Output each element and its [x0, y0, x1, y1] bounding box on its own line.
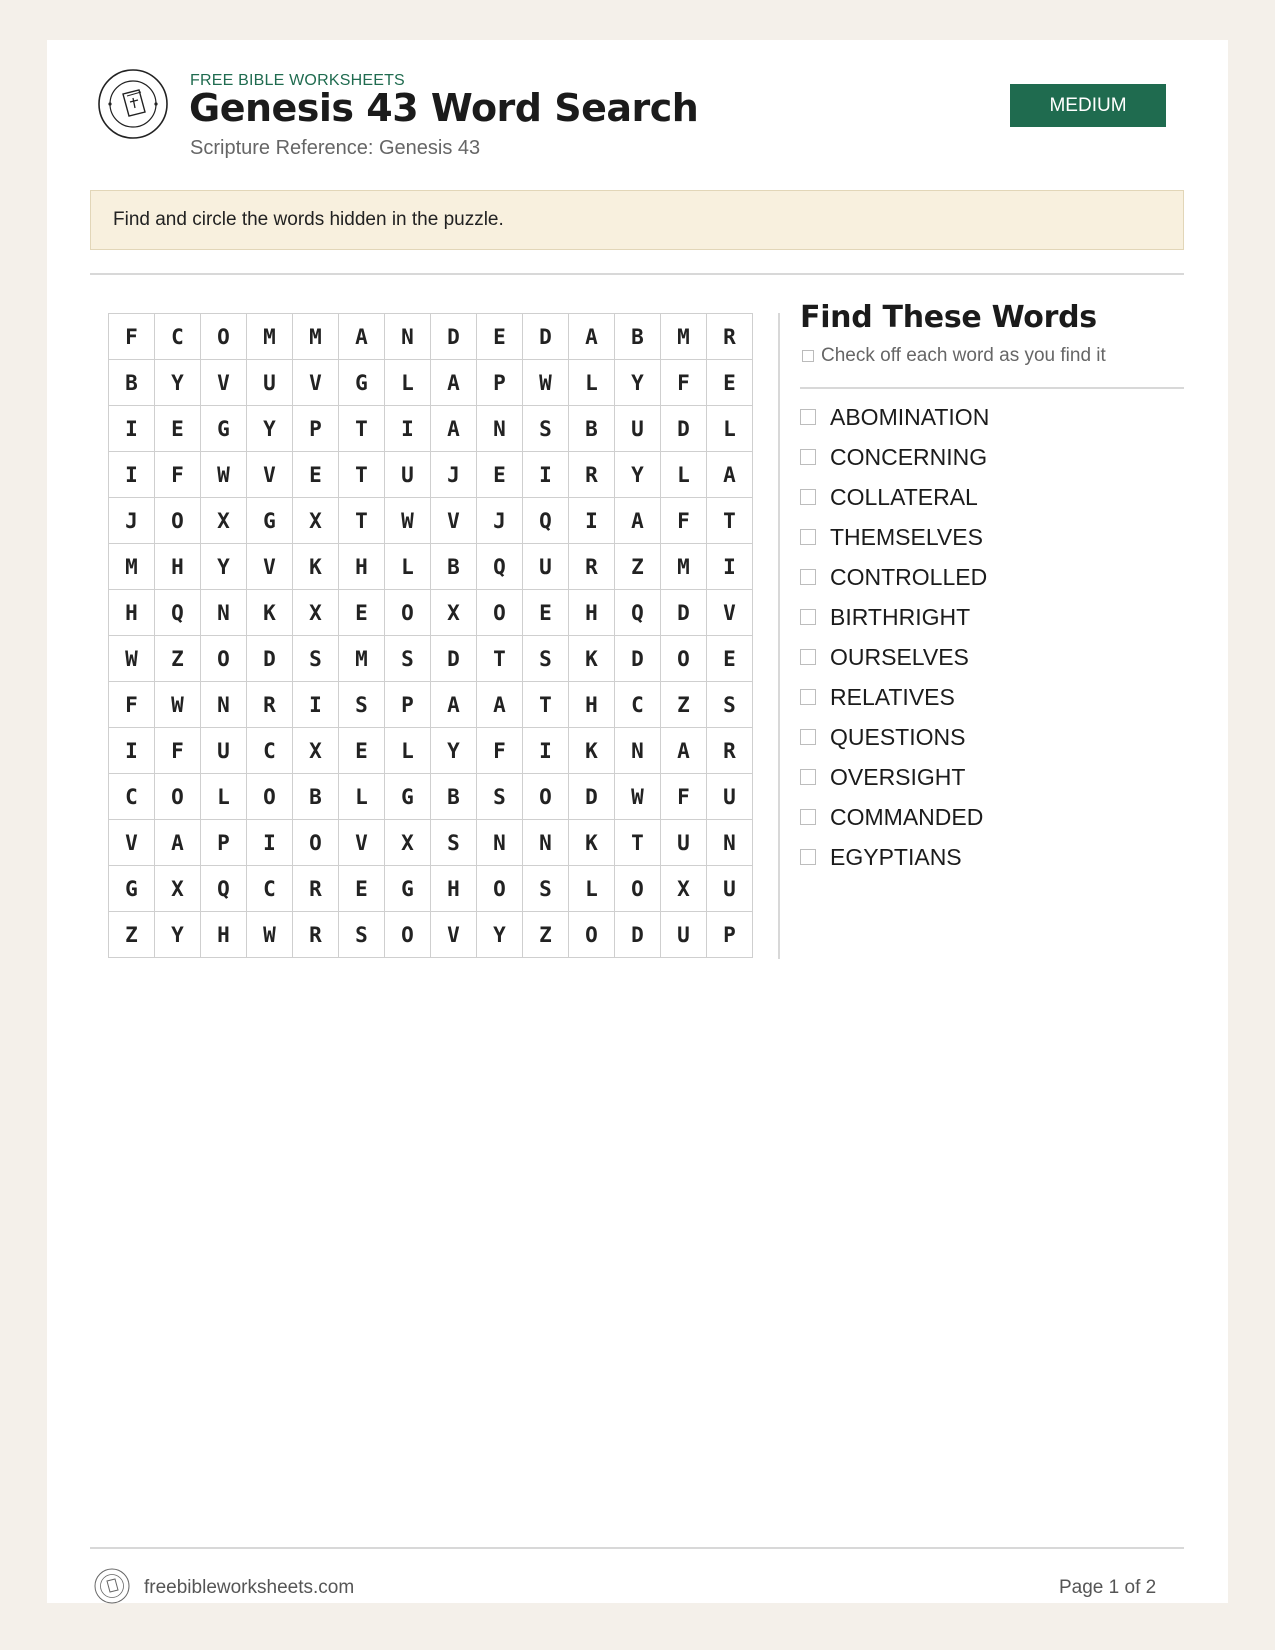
word-list-item — [800, 717, 989, 757]
grid-cell[interactable]: L — [569, 866, 615, 912]
grid-cell[interactable]: P — [293, 406, 339, 452]
grid-cell[interactable]: O — [385, 912, 431, 958]
grid-cell[interactable]: P — [201, 820, 247, 866]
word-label: CONTROLLED — [830, 563, 988, 590]
grid-cell[interactable]: Q — [477, 544, 523, 590]
grid-cell[interactable]: P — [707, 912, 753, 958]
grid-cell[interactable]: Y — [247, 406, 293, 452]
word-label: THEMSELVES — [830, 523, 983, 550]
word-label: COMMANDED — [830, 803, 984, 830]
grid-cell[interactable]: K — [569, 820, 615, 866]
grid-cell[interactable]: J — [477, 498, 523, 544]
word-checkbox[interactable] — [800, 529, 816, 545]
grid-cell[interactable]: S — [339, 912, 385, 958]
grid-cell[interactable]: V — [293, 360, 339, 406]
grid-cell[interactable]: S — [293, 636, 339, 682]
grid-cell[interactable]: Z — [109, 912, 155, 958]
word-list-item — [800, 557, 989, 597]
grid-cell[interactable]: M — [247, 314, 293, 360]
grid-cell[interactable]: V — [431, 498, 477, 544]
grid-cell[interactable]: A — [661, 728, 707, 774]
word-list-item — [800, 837, 989, 877]
grid-cell[interactable]: U — [707, 866, 753, 912]
grid-cell[interactable]: X — [661, 866, 707, 912]
grid-cell[interactable]: T — [339, 452, 385, 498]
word-list-subtitle-text: Check off each word as you find it — [821, 345, 1106, 366]
word-checkbox[interactable] — [800, 489, 816, 505]
grid-row — [109, 452, 753, 498]
grid-cell[interactable]: Z — [155, 636, 201, 682]
grid-cell[interactable]: D — [661, 406, 707, 452]
grid-cell[interactable]: A — [339, 314, 385, 360]
grid-row — [109, 866, 753, 912]
grid-cell[interactable]: V — [707, 590, 753, 636]
grid-cell[interactable]: S — [523, 406, 569, 452]
grid-cell[interactable]: U — [661, 912, 707, 958]
grid-cell[interactable]: R — [707, 728, 753, 774]
grid-row — [109, 636, 753, 682]
grid-cell[interactable]: U — [247, 360, 293, 406]
grid-cell[interactable]: E — [339, 590, 385, 636]
footer-logo-icon — [94, 1568, 130, 1604]
grid-cell[interactable]: D — [615, 912, 661, 958]
grid-cell[interactable]: D — [431, 314, 477, 360]
word-checkbox[interactable] — [800, 769, 816, 785]
grid-cell[interactable]: R — [569, 544, 615, 590]
grid-cell[interactable]: V — [109, 820, 155, 866]
grid-cell[interactable]: G — [339, 360, 385, 406]
grid-cell[interactable]: S — [477, 774, 523, 820]
grid-cell[interactable]: O — [523, 774, 569, 820]
grid-cell[interactable]: T — [339, 498, 385, 544]
grid-cell[interactable]: F — [661, 498, 707, 544]
grid-cell[interactable]: L — [385, 728, 431, 774]
grid-cell[interactable]: Y — [155, 912, 201, 958]
grid-cell[interactable]: R — [569, 452, 615, 498]
grid-cell[interactable]: E — [339, 866, 385, 912]
grid-cell[interactable]: Y — [477, 912, 523, 958]
word-list-title: Find These Words — [800, 300, 1097, 335]
word-list-subtitle — [802, 345, 1106, 367]
grid-cell[interactable]: K — [569, 636, 615, 682]
logo-icon — [97, 68, 169, 140]
word-label: OURSELVES — [830, 643, 969, 670]
grid-cell[interactable]: S — [523, 866, 569, 912]
grid-cell[interactable]: H — [569, 682, 615, 728]
page-title: Genesis 43 Word Search — [189, 86, 699, 130]
word-list-item — [800, 517, 989, 557]
word-checkbox[interactable] — [800, 609, 816, 625]
word-list-item — [800, 477, 989, 517]
grid-cell[interactable]: O — [201, 636, 247, 682]
grid-cell[interactable]: U — [201, 728, 247, 774]
grid-cell[interactable]: D — [247, 636, 293, 682]
grid-cell[interactable]: Y — [615, 360, 661, 406]
grid-cell[interactable]: H — [155, 544, 201, 590]
grid-row — [109, 544, 753, 590]
brand-label: FREE BIBLE WORKSHEETS — [190, 72, 405, 89]
grid-cell[interactable]: I — [109, 452, 155, 498]
grid-cell[interactable]: R — [293, 866, 339, 912]
grid-cell[interactable]: I — [293, 682, 339, 728]
grid-cell[interactable]: D — [523, 314, 569, 360]
word-checkbox[interactable] — [800, 569, 816, 585]
grid-cell[interactable]: Z — [615, 544, 661, 590]
scripture-reference: Scripture Reference: Genesis 43 — [190, 137, 481, 159]
word-label: QUESTIONS — [830, 723, 966, 750]
grid-row — [109, 406, 753, 452]
grid-cell[interactable]: G — [385, 866, 431, 912]
grid-cell[interactable]: B — [431, 544, 477, 590]
grid-cell[interactable]: V — [339, 820, 385, 866]
grid-cell[interactable]: D — [615, 636, 661, 682]
grid-cell[interactable]: F — [661, 774, 707, 820]
grid-cell[interactable]: I — [109, 728, 155, 774]
grid-cell[interactable]: T — [339, 406, 385, 452]
word-label: COLLATERAL — [830, 483, 978, 510]
grid-cell[interactable]: R — [293, 912, 339, 958]
grid-row — [109, 498, 753, 544]
grid-cell[interactable]: L — [661, 452, 707, 498]
grid-cell[interactable]: G — [109, 866, 155, 912]
grid-cell[interactable]: S — [431, 820, 477, 866]
grid-cell[interactable]: M — [661, 544, 707, 590]
grid-cell[interactable]: M — [109, 544, 155, 590]
grid-cell[interactable]: C — [155, 314, 201, 360]
grid-cell[interactable]: M — [293, 314, 339, 360]
grid-cell[interactable]: I — [707, 544, 753, 590]
grid-cell[interactable]: I — [523, 728, 569, 774]
grid-row — [109, 912, 753, 958]
grid-row — [109, 774, 753, 820]
grid-cell[interactable]: Z — [661, 682, 707, 728]
footer-site: freebibleworksheets.com — [144, 1577, 355, 1598]
word-checkbox[interactable] — [800, 409, 816, 425]
grid-cell[interactable]: A — [477, 682, 523, 728]
grid-cell[interactable]: B — [569, 406, 615, 452]
grid-cell[interactable]: Q — [523, 498, 569, 544]
grid-cell[interactable]: Z — [523, 912, 569, 958]
grid-cell[interactable]: U — [523, 544, 569, 590]
grid-cell[interactable]: Q — [155, 590, 201, 636]
word-checkbox[interactable] — [800, 649, 816, 665]
grid-cell[interactable]: G — [201, 406, 247, 452]
grid-cell[interactable]: Y — [201, 544, 247, 590]
grid-cell[interactable]: O — [155, 498, 201, 544]
word-checkbox[interactable] — [800, 689, 816, 705]
grid-cell[interactable]: N — [477, 820, 523, 866]
word-label: RELATIVES — [830, 683, 955, 710]
grid-cell[interactable]: H — [201, 912, 247, 958]
worksheet-page — [47, 40, 1228, 1603]
grid-cell[interactable]: T — [477, 636, 523, 682]
grid-cell[interactable]: K — [293, 544, 339, 590]
grid-cell[interactable]: K — [569, 728, 615, 774]
grid-cell[interactable]: O — [385, 590, 431, 636]
grid-cell[interactable]: O — [477, 590, 523, 636]
grid-cell[interactable]: F — [109, 682, 155, 728]
grid-row — [109, 590, 753, 636]
grid-cell[interactable]: U — [661, 820, 707, 866]
grid-cell[interactable]: W — [615, 774, 661, 820]
grid-cell[interactable]: F — [109, 314, 155, 360]
grid-cell[interactable]: A — [707, 452, 753, 498]
grid-row — [109, 728, 753, 774]
grid-cell[interactable]: E — [707, 360, 753, 406]
grid-cell[interactable]: R — [247, 682, 293, 728]
grid-cell[interactable]: W — [109, 636, 155, 682]
grid-cell[interactable]: E — [339, 728, 385, 774]
grid-cell[interactable]: B — [109, 360, 155, 406]
grid-cell[interactable]: I — [385, 406, 431, 452]
grid-row — [109, 820, 753, 866]
grid-cell[interactable]: O — [155, 774, 201, 820]
grid-cell[interactable]: W — [247, 912, 293, 958]
word-list-item — [800, 597, 989, 637]
grid-cell[interactable]: I — [523, 452, 569, 498]
grid-cell[interactable]: S — [339, 682, 385, 728]
grid-cell[interactable]: Y — [431, 728, 477, 774]
word-checkbox[interactable] — [800, 729, 816, 745]
grid-cell[interactable]: X — [293, 728, 339, 774]
word-label: OVERSIGHT — [830, 763, 966, 790]
grid-cell[interactable]: O — [201, 314, 247, 360]
grid-cell[interactable]: N — [523, 820, 569, 866]
instructions-box — [90, 190, 1184, 250]
grid-cell[interactable]: S — [523, 636, 569, 682]
grid-cell[interactable]: F — [477, 728, 523, 774]
grid-cell[interactable]: A — [155, 820, 201, 866]
grid-cell[interactable]: O — [661, 636, 707, 682]
word-list-item — [800, 397, 989, 437]
grid-row — [109, 314, 753, 360]
grid-cell[interactable]: B — [615, 314, 661, 360]
grid-cell[interactable]: I — [569, 498, 615, 544]
grid-cell[interactable]: O — [247, 774, 293, 820]
grid-cell[interactable]: U — [615, 406, 661, 452]
grid-cell[interactable]: E — [477, 314, 523, 360]
word-label: EGYPTIANS — [830, 843, 962, 870]
grid-cell[interactable]: F — [155, 728, 201, 774]
grid-cell[interactable]: Q — [615, 590, 661, 636]
word-list-item — [800, 637, 989, 677]
page-number: Page 1 of 2 — [1059, 1577, 1157, 1598]
word-list-item — [800, 437, 989, 477]
grid-cell[interactable]: R — [707, 314, 753, 360]
grid-cell[interactable]: L — [201, 774, 247, 820]
grid-cell[interactable]: N — [201, 590, 247, 636]
grid-cell[interactable]: S — [707, 682, 753, 728]
instructions-text: Find and circle the words hidden in the puzzle. — [113, 209, 504, 230]
grid-cell[interactable]: N — [707, 820, 753, 866]
grid-cell[interactable]: H — [431, 866, 477, 912]
word-list — [800, 397, 989, 877]
grid-cell[interactable]: I — [247, 820, 293, 866]
grid-cell[interactable]: W — [523, 360, 569, 406]
grid-cell[interactable]: L — [569, 360, 615, 406]
footer-divider — [90, 1547, 1184, 1549]
grid-cell[interactable]: T — [523, 682, 569, 728]
word-label: BIRTHRIGHT — [830, 603, 971, 630]
grid-cell[interactable]: L — [339, 774, 385, 820]
grid-cell[interactable]: E — [477, 452, 523, 498]
grid-cell[interactable]: U — [385, 452, 431, 498]
grid-cell[interactable]: Q — [201, 866, 247, 912]
grid-cell[interactable]: W — [201, 452, 247, 498]
grid-cell[interactable]: N — [615, 728, 661, 774]
grid-cell[interactable]: L — [385, 360, 431, 406]
grid-cell[interactable]: E — [707, 636, 753, 682]
grid-cell[interactable]: D — [569, 774, 615, 820]
grid-cell[interactable]: X — [155, 866, 201, 912]
grid-cell[interactable]: J — [431, 452, 477, 498]
grid-cell[interactable]: V — [201, 360, 247, 406]
word-list-item — [800, 797, 989, 837]
grid-cell[interactable]: E — [523, 590, 569, 636]
grid-cell[interactable]: Y — [155, 360, 201, 406]
grid-cell[interactable]: A — [431, 682, 477, 728]
divider — [90, 273, 1184, 275]
grid-cell[interactable]: O — [477, 866, 523, 912]
grid-cell[interactable]: D — [661, 590, 707, 636]
grid-cell[interactable]: V — [431, 912, 477, 958]
grid-cell[interactable]: T — [615, 820, 661, 866]
grid-cell[interactable]: X — [385, 820, 431, 866]
column-divider — [778, 313, 780, 959]
grid-cell[interactable]: W — [155, 682, 201, 728]
grid-cell[interactable]: B — [293, 774, 339, 820]
grid-cell[interactable]: S — [385, 636, 431, 682]
grid-cell[interactable]: D — [431, 636, 477, 682]
word-checkbox[interactable] — [800, 809, 816, 825]
grid-cell[interactable]: H — [569, 590, 615, 636]
word-search-grid — [108, 313, 753, 958]
grid-cell[interactable]: C — [109, 774, 155, 820]
grid-cell[interactable]: K — [247, 590, 293, 636]
grid-cell[interactable]: G — [247, 498, 293, 544]
grid-cell[interactable]: L — [707, 406, 753, 452]
grid-cell[interactable]: O — [569, 912, 615, 958]
divider — [800, 387, 1184, 389]
grid-cell[interactable]: P — [477, 360, 523, 406]
grid-cell[interactable]: A — [615, 498, 661, 544]
grid-row — [109, 360, 753, 406]
grid-cell[interactable]: V — [247, 452, 293, 498]
word-list-item — [800, 757, 989, 797]
grid-cell[interactable]: N — [201, 682, 247, 728]
grid-cell[interactable]: L — [385, 544, 431, 590]
grid-cell[interactable]: X — [293, 498, 339, 544]
grid-cell[interactable]: O — [293, 820, 339, 866]
grid-cell[interactable]: H — [339, 544, 385, 590]
grid-cell[interactable]: F — [661, 360, 707, 406]
word-label: ABOMINATION — [830, 403, 990, 430]
grid-cell[interactable]: H — [109, 590, 155, 636]
grid-cell[interactable]: W — [385, 498, 431, 544]
grid-cell[interactable]: U — [707, 774, 753, 820]
grid-cell[interactable]: V — [247, 544, 293, 590]
grid-cell[interactable]: A — [431, 406, 477, 452]
difficulty-badge: MEDIUM — [1010, 84, 1166, 127]
grid-cell[interactable]: T — [707, 498, 753, 544]
grid-cell[interactable]: C — [615, 682, 661, 728]
grid-cell[interactable]: X — [431, 590, 477, 636]
word-checkbox[interactable] — [800, 449, 816, 465]
grid-cell[interactable]: A — [569, 314, 615, 360]
grid-cell[interactable]: F — [155, 452, 201, 498]
grid-row — [109, 682, 753, 728]
grid-cell[interactable]: A — [431, 360, 477, 406]
grid-cell[interactable]: C — [247, 728, 293, 774]
grid-cell[interactable]: E — [293, 452, 339, 498]
grid-cell[interactable]: G — [385, 774, 431, 820]
grid-cell[interactable]: P — [385, 682, 431, 728]
grid-cell[interactable]: X — [293, 590, 339, 636]
grid-cell[interactable]: B — [431, 774, 477, 820]
word-list-item — [800, 677, 989, 717]
grid-cell[interactable]: C — [247, 866, 293, 912]
word-checkbox[interactable] — [800, 849, 816, 865]
grid-cell[interactable]: O — [615, 866, 661, 912]
grid-cell[interactable]: N — [477, 406, 523, 452]
checkbox-icon — [802, 350, 814, 362]
grid-cell[interactable]: E — [155, 406, 201, 452]
grid-cell[interactable]: J — [109, 498, 155, 544]
grid-cell[interactable]: M — [339, 636, 385, 682]
grid-cell[interactable]: I — [109, 406, 155, 452]
word-label: CONCERNING — [830, 443, 988, 470]
grid-cell[interactable]: M — [661, 314, 707, 360]
grid-cell[interactable]: X — [201, 498, 247, 544]
grid-cell[interactable]: Y — [615, 452, 661, 498]
grid-cell[interactable]: N — [385, 314, 431, 360]
